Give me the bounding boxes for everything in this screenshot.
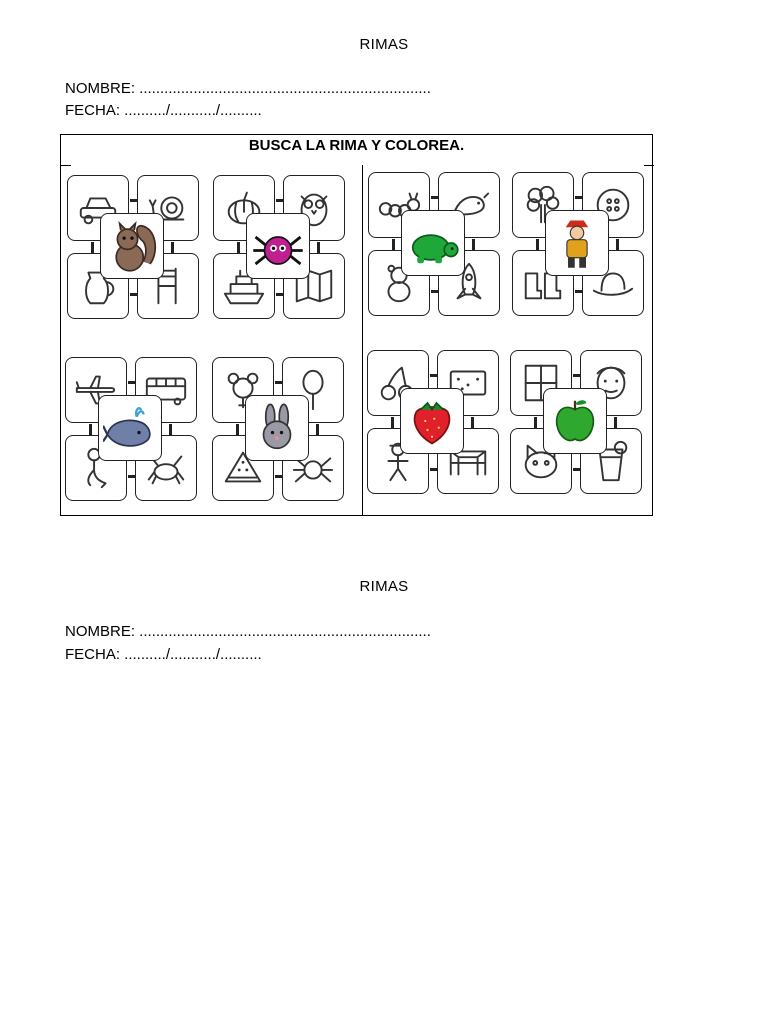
page-title-1: RIMAS bbox=[359, 36, 409, 53]
center-picture bbox=[545, 210, 609, 276]
cell-connector bbox=[575, 290, 582, 293]
turtle-icon bbox=[406, 216, 460, 270]
cell-connector bbox=[573, 468, 580, 471]
cell-connector bbox=[275, 381, 282, 384]
cell-connector bbox=[431, 196, 438, 199]
cell-connector bbox=[275, 475, 282, 478]
center-picture bbox=[245, 395, 309, 461]
cell-connector bbox=[171, 242, 174, 253]
name-field-2: NOMBRE: ...................................................................... bbox=[65, 623, 431, 640]
cell-connector bbox=[431, 290, 438, 293]
column-divider bbox=[362, 165, 363, 515]
spider-icon bbox=[251, 219, 305, 273]
cell-connector bbox=[573, 374, 580, 377]
worksheet-heading: BUSCA LA RIMA Y COLOREA. bbox=[248, 137, 465, 154]
rhyme-puzzle bbox=[67, 175, 199, 321]
rhyme-puzzle bbox=[510, 350, 642, 496]
center-picture bbox=[100, 213, 164, 279]
rhyme-puzzle bbox=[65, 357, 197, 503]
heading-rule-left bbox=[61, 165, 71, 166]
apple-icon bbox=[548, 394, 602, 448]
cell-connector bbox=[614, 417, 617, 428]
cell-connector bbox=[534, 417, 537, 428]
rhyme-puzzle bbox=[368, 172, 500, 318]
cell-connector bbox=[316, 424, 319, 435]
cell-connector bbox=[575, 196, 582, 199]
cell-connector bbox=[130, 293, 137, 296]
worksheet bbox=[60, 134, 653, 516]
cell-connector bbox=[91, 242, 94, 253]
firefighter-icon bbox=[550, 216, 604, 270]
cell-connector bbox=[89, 424, 92, 435]
cell-connector bbox=[471, 417, 474, 428]
cell-connector bbox=[130, 199, 137, 202]
cell-connector bbox=[237, 242, 240, 253]
cell-connector bbox=[128, 475, 135, 478]
cell-connector bbox=[392, 239, 395, 250]
cell-connector bbox=[236, 424, 239, 435]
cell-connector bbox=[169, 424, 172, 435]
rhyme-puzzle bbox=[212, 357, 344, 503]
cell-connector bbox=[472, 239, 475, 250]
strawberry-icon bbox=[405, 394, 459, 448]
rabbit-icon bbox=[250, 401, 304, 455]
cell-connector bbox=[276, 293, 283, 296]
page-title-2: RIMAS bbox=[359, 578, 409, 595]
center-picture bbox=[246, 213, 310, 279]
cell-connector bbox=[430, 468, 437, 471]
heading-rule-right bbox=[644, 165, 654, 166]
cell-connector bbox=[391, 417, 394, 428]
cell-connector bbox=[536, 239, 539, 250]
cell-connector bbox=[430, 374, 437, 377]
date-field-2: FECHA: ........../.........../.......... bbox=[65, 646, 262, 663]
center-picture bbox=[543, 388, 607, 454]
name-field-1: NOMBRE: ...................................................................... bbox=[65, 80, 431, 97]
rhyme-puzzle bbox=[213, 175, 345, 321]
cell-connector bbox=[616, 239, 619, 250]
squirrel-icon bbox=[105, 219, 159, 273]
center-picture bbox=[98, 395, 162, 461]
center-picture bbox=[401, 210, 465, 276]
whale-icon bbox=[103, 401, 157, 455]
rhyme-puzzle bbox=[512, 172, 644, 318]
date-field-1: FECHA: ........../.........../.......... bbox=[65, 102, 262, 119]
rhyme-puzzle bbox=[367, 350, 499, 496]
cell-connector bbox=[128, 381, 135, 384]
cell-connector bbox=[276, 199, 283, 202]
center-picture bbox=[400, 388, 464, 454]
cell-connector bbox=[317, 242, 320, 253]
